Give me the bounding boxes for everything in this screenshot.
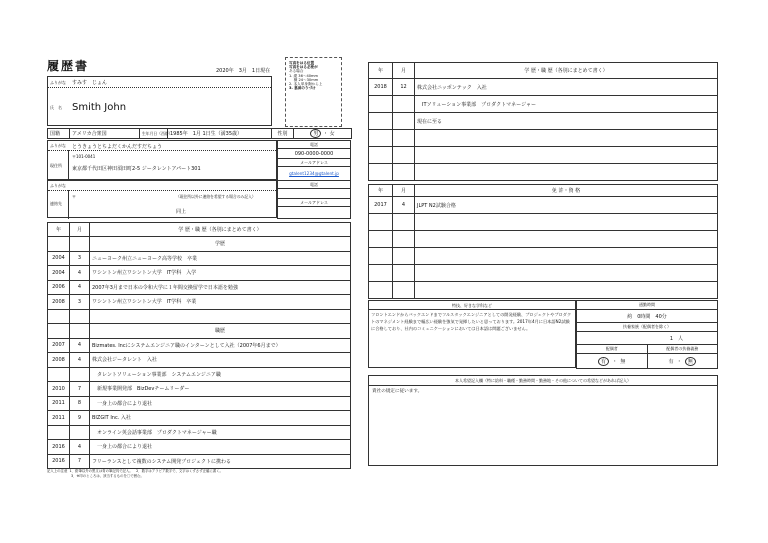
cell-text: 一身上の都合により退社 (90, 396, 351, 411)
cell-text (415, 248, 718, 265)
cell-year: 2011 (48, 411, 70, 426)
cell-text: フリーランスとして複数のシステム開発プロジェクトに携わる (90, 454, 351, 469)
contact-prefix: 〒 (72, 194, 76, 199)
nationality: アメリカ合衆国 (70, 129, 140, 139)
cell-text: 学歴 (90, 237, 351, 252)
cell-month (70, 324, 90, 339)
cell-year (369, 113, 393, 130)
table-row (48, 266, 351, 281)
cell-month: 12 (393, 79, 415, 96)
spouse-no: 無 (620, 358, 626, 365)
table-row (369, 79, 718, 96)
furigana: すみす じょん (72, 80, 108, 86)
cell-month: 9 (70, 411, 90, 426)
cell-year (369, 214, 393, 231)
table-row (48, 367, 351, 382)
cell-month (70, 309, 90, 324)
cell-month: 4 (70, 440, 90, 455)
dependents-label: 扶養家族（配偶者を除く） (577, 323, 718, 332)
l-col-title: 免 許・資 格 (415, 185, 718, 197)
cell-year (48, 425, 70, 440)
spouse-support: 有 ・ 無 (647, 354, 718, 369)
cell-month (393, 282, 415, 299)
cell-year (48, 237, 70, 252)
table-row (48, 324, 351, 339)
spouse-yes: 有 (598, 357, 609, 366)
email-link[interactable]: gtalent1234@gtalent.jp (278, 167, 351, 181)
cell-month: 3 (70, 295, 90, 310)
name: Smith John (72, 102, 127, 113)
table-row (369, 147, 718, 164)
cell-year (369, 231, 393, 248)
contact-phone-label: 電話 (278, 181, 351, 189)
cell-text: 株式会社ニッポンテック 入社 (415, 79, 718, 96)
addr-furigana: とうきょうとちよだくかんだすだちょう (72, 144, 163, 150)
cell-text: ニューヨーク州立ニューヨーク高等学校 卒業 (90, 251, 351, 266)
birth-label: 生年月日（西暦） (140, 129, 168, 139)
cell-month: 4 (70, 266, 90, 281)
cell-text (415, 231, 718, 248)
r-col-month: 月 (393, 63, 415, 79)
date: 2020年 3月 1日現在 (216, 68, 271, 74)
contact-phone-block (277, 140, 351, 181)
personal-block (47, 76, 272, 126)
cell-year (369, 130, 393, 147)
cell-year (369, 147, 393, 164)
table-row (48, 309, 351, 324)
cell-month (70, 367, 90, 382)
cell-month (393, 113, 415, 130)
cell-month (393, 147, 415, 164)
cell-text (415, 282, 718, 299)
motivation-text: フロントエンドからバックエンドまでフルスタックエンジニアとしての開発経験、プロジェクトやプロダクトのマネジメント経験まで幅広い経験を強気で発揮したいと思っております。2017年4月に日本語N2試験に合格しており、社内のコミュニケーションにおいては日本語は問題ございません。 (371, 312, 572, 331)
name-label: 氏 名 (50, 105, 62, 110)
cell-month (393, 231, 415, 248)
table-row (369, 130, 718, 147)
phone: 090-0000-0000 (278, 149, 351, 159)
nationality-label: 国籍 (48, 129, 70, 139)
table-row (369, 164, 718, 181)
support-no: 無 (685, 357, 696, 366)
cell-text (415, 265, 718, 282)
cell-text: 株式会社ジータレント 入社 (90, 353, 351, 368)
cell-year: 2006 (48, 280, 70, 295)
cell-year (369, 248, 393, 265)
col-year: 年 (48, 223, 70, 237)
address-block (47, 140, 277, 180)
request-text: 貴社の規定に従います。 (372, 389, 423, 394)
contact-phone-block-2 (277, 180, 351, 219)
addr-furigana-label: ふりがな (50, 143, 66, 148)
cell-year: 2008 (48, 295, 70, 310)
l-col-month: 月 (393, 185, 415, 197)
spouse: 有 ・ 無 (577, 354, 648, 369)
dependents: 1 人 (577, 332, 718, 345)
cell-year: 2018 (369, 79, 393, 96)
cell-text: BIZGIT Inc. 入社 (90, 411, 351, 426)
contact-note: （現住所以外に連絡を希望する場合のみ記入） (176, 194, 256, 199)
cell-text: ワシントン州立ワシントン大学 IT学科 卒業 (90, 295, 351, 310)
sex-label: 性別 (272, 129, 294, 139)
table-row (48, 425, 351, 440)
contact-block (47, 180, 277, 218)
cell-year (48, 367, 70, 382)
spouse-support-label: 配偶者の扶養義務 (647, 345, 718, 354)
cell-text: 新規事業開発部 BizDevチームリーダー (90, 382, 351, 397)
table-row (48, 353, 351, 368)
cell-year: 2008 (48, 353, 70, 368)
commute-table (576, 300, 718, 369)
nationality-row (47, 128, 352, 139)
cell-text: JLPT N2試験合格 (415, 197, 718, 214)
spouse-label: 配偶者 (577, 345, 648, 354)
col-month: 月 (70, 223, 90, 237)
sex-male: 男 (310, 129, 321, 138)
request-box (368, 375, 718, 466)
cell-month (393, 214, 415, 231)
cell-month: 4 (70, 353, 90, 368)
col-title: 学 歴・職 歴（各別にまとめて書く） (90, 223, 351, 237)
cell-year: 2004 (48, 251, 70, 266)
cell-month (393, 265, 415, 282)
table-row (48, 411, 351, 426)
table-row (48, 237, 351, 252)
cell-month (70, 237, 90, 252)
l-col-year: 年 (369, 185, 393, 197)
table-row (48, 338, 351, 353)
cell-year: 2016 (48, 440, 70, 455)
cell-year (48, 309, 70, 324)
license-table (368, 184, 718, 299)
cell-month: 7 (70, 454, 90, 469)
cell-month: 4 (70, 280, 90, 295)
cell-text: タレントソリューション事業部 システムエンジニア職 (90, 367, 351, 382)
cell-text (415, 214, 718, 231)
table-row (48, 280, 351, 295)
cell-year (369, 164, 393, 181)
request-title: 本人希望記入欄（特に給料・職種・勤務時間・勤務地・その他についての希望などがあれば記入） (369, 376, 717, 386)
cell-text: 一身上の都合により退社 (90, 440, 351, 455)
cell-text: 2007年3月まで日本の令和大学に１年間交換留学で日本語を勉強 (90, 280, 351, 295)
photo-box (285, 57, 342, 127)
table-row (369, 214, 718, 231)
table-row (48, 295, 351, 310)
motivation-title: 特技、好きな学科など (369, 301, 575, 310)
table-row (369, 265, 718, 282)
cell-year: 2016 (48, 454, 70, 469)
contact-label: 連絡先 (50, 201, 62, 206)
cell-year (369, 96, 393, 113)
cell-year: 2004 (48, 266, 70, 281)
cell-month (393, 96, 415, 113)
cell-text: Bizmates. Incにシステムエンジニア職のインターンとして入社（2007年6月まで） (90, 338, 351, 353)
contact-email-label: メールアドレス (278, 199, 351, 207)
contact-same: 同上 (176, 209, 187, 215)
table-row (369, 96, 718, 113)
email-label: メールアドレス (278, 159, 351, 167)
cell-text (415, 130, 718, 147)
cell-year: 2010 (48, 382, 70, 397)
cell-month (393, 164, 415, 181)
r-col-title: 学 歴・職 歴（各別にまとめて書く） (415, 63, 718, 79)
cell-month: 4 (393, 197, 415, 214)
history-table (47, 222, 351, 469)
cell-year: 2011 (48, 396, 70, 411)
r-col-year: 年 (369, 63, 393, 79)
table-row (48, 396, 351, 411)
commute: 約 0時間 40分 (577, 310, 718, 323)
table-row (369, 248, 718, 265)
photo-note: 写真をはる位置 写真をはる必要が ある場合 1. 縦 36～40mm 横 24～30mm 2. 本人単身胸から上 3. 裏面のりづけ (289, 61, 323, 91)
table-row (369, 231, 718, 248)
sex-female: 女 (329, 131, 335, 137)
address: 東京都千代田区神田須田町2-5 ジータレントアパート301 (72, 166, 201, 172)
addr-label: 現住所 (50, 163, 62, 168)
cell-text: ワシントン州立ワシントン大学 IT学科 入学 (90, 266, 351, 281)
footnote: 記入上の注意 1．鉛筆以外の黒又は青の筆記具で記入。 2．数字はアラビア数字で、文字はくずさず正確に書く。 3．※印のところは、該当するものを〇で囲む。 (47, 469, 223, 478)
table-row (48, 382, 351, 397)
support-yes: 有 (668, 358, 674, 365)
cell-text (415, 147, 718, 164)
cell-year: 2007 (48, 338, 70, 353)
cell-month (393, 248, 415, 265)
cell-month: 4 (70, 338, 90, 353)
table-row (48, 440, 351, 455)
cell-text: ITソリューション事業部 プロダクトマネージャー (415, 96, 718, 113)
cell-month: 3 (70, 251, 90, 266)
contact-furigana-label: ふりがな (50, 183, 66, 188)
sex: 男 ・ 女 (294, 129, 352, 139)
cell-text: オンライン英会話事業部 プロダクトマネージャー職 (90, 425, 351, 440)
motivation-box (368, 300, 576, 368)
cell-month: 7 (70, 382, 90, 397)
cell-year (48, 324, 70, 339)
cell-year (369, 282, 393, 299)
cell-text (90, 309, 351, 324)
cell-text: 現在に至る (415, 113, 718, 130)
phone-label: 電話 (278, 141, 351, 149)
cell-text (415, 164, 718, 181)
cell-text: 職歴 (90, 324, 351, 339)
postal: 〒101-0041 (72, 154, 96, 159)
cell-month: 8 (70, 396, 90, 411)
furigana-label: ふりがな (50, 80, 66, 85)
right-history-table (368, 62, 718, 181)
birth: 1985年 1月 1日生（満35歳） (168, 129, 272, 139)
table-row (48, 454, 351, 469)
cell-month (393, 130, 415, 147)
table-row (369, 282, 718, 299)
table-row (369, 113, 718, 130)
cell-month (70, 425, 90, 440)
cell-year: 2017 (369, 197, 393, 214)
commute-label: 通勤時間 (577, 301, 718, 310)
page-title: 履歴書 (47, 59, 90, 73)
table-row (369, 197, 718, 214)
table-row (48, 251, 351, 266)
cell-year (369, 265, 393, 282)
